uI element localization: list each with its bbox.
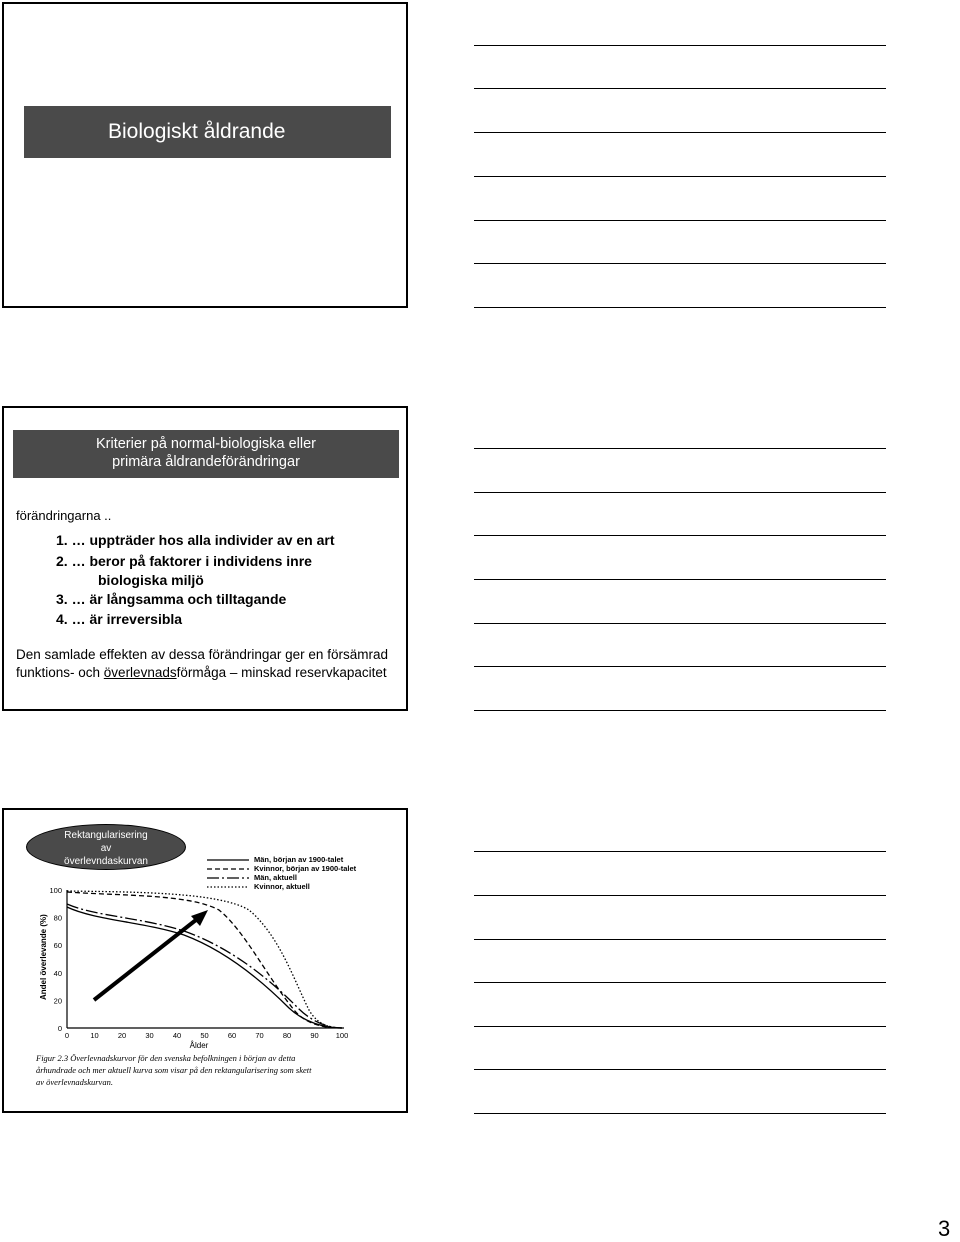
y-tick-label: 0	[57, 1024, 62, 1033]
x-tick-label: 30	[145, 1031, 154, 1040]
slide-1-title: Biologiskt åldrande	[24, 106, 391, 158]
x-tick-label: 50	[200, 1031, 209, 1040]
arrow-shaft	[94, 916, 201, 1000]
rectangularisation-bubble	[26, 824, 186, 870]
bubble-line-2: av	[100, 843, 112, 854]
x-tick-label: 10	[90, 1031, 99, 1040]
legend-3: Män, aktuell	[254, 873, 297, 882]
criterion-2-cont: biologiska miljö	[98, 572, 204, 588]
slide-2	[2, 406, 408, 711]
intro-text: förändringarna ..	[16, 508, 112, 523]
summary-part-b: överlevnads	[103, 665, 177, 680]
x-tick-label: 100	[335, 1031, 349, 1040]
legend-2: Kvinnor, början av 1900-talet	[254, 864, 357, 873]
x-tick-label: 60	[227, 1031, 237, 1040]
y-tick-label: 40	[53, 968, 62, 978]
bubble-line-1: Rektangularisering	[64, 830, 148, 841]
legend-4: Kvinnor, aktuell	[254, 882, 310, 891]
slide-2-title	[13, 430, 399, 478]
x-tick-label: 70	[255, 1031, 264, 1040]
x-tick-label: 90	[310, 1031, 319, 1040]
curve-men-current-lower	[67, 904, 342, 1028]
y-tick-label: 100	[49, 886, 62, 895]
slide-1	[2, 2, 408, 308]
y-tick-label: 20	[53, 996, 62, 1006]
slide-2-title-line1: Kriterier på normal-biologiska eller	[95, 436, 316, 452]
criterion-1: 1. … uppträder hos alla individer av en art	[56, 532, 335, 548]
x-axis-label: Ålder	[189, 1041, 209, 1050]
y-axis-label: Andel överlevande (%)	[39, 914, 48, 1000]
legend-1: Män, början av 1900-talet	[254, 855, 344, 864]
figure-caption-1: Figur 2.3 Överlevnadskurvor för den svenska befolkningen i början av detta	[36, 1053, 296, 1063]
page-number: 3	[938, 1216, 951, 1241]
x-tick-label: 0	[64, 1031, 70, 1040]
slide-2-title-line2: primära åldrandeförändringar	[112, 454, 300, 470]
criterion-3: 3. … är långsamma och tilltagande	[56, 591, 287, 607]
summary-line-1: Den samlade effekten av dessa förändringar ger en försämrad	[16, 647, 388, 662]
x-tick-label: 80	[282, 1031, 292, 1040]
x-tick-label: 40	[172, 1031, 182, 1040]
y-tick-label: 80	[53, 913, 62, 923]
criterion-2: 2. … beror på faktorer i individens inre	[56, 553, 312, 569]
summary-part-a: funktions- och	[16, 665, 104, 680]
y-tick-label: 60	[53, 941, 62, 951]
slide-3	[2, 808, 408, 1113]
summary-line-2	[16, 663, 387, 682]
x-tick-label: 20	[117, 1031, 127, 1040]
criterion-4: 4. … är irreversibla	[56, 611, 183, 627]
figure-caption-3: av överlevnadskurvan.	[36, 1077, 113, 1087]
figure-caption-2: århundrade och mer aktuell kurva som visar på den rektangularisering som skett	[36, 1065, 312, 1075]
bubble-line-3: överlevndaskurvan	[64, 856, 148, 867]
summary-part-c: förmåga – minskad reservkapacitet	[176, 665, 387, 680]
